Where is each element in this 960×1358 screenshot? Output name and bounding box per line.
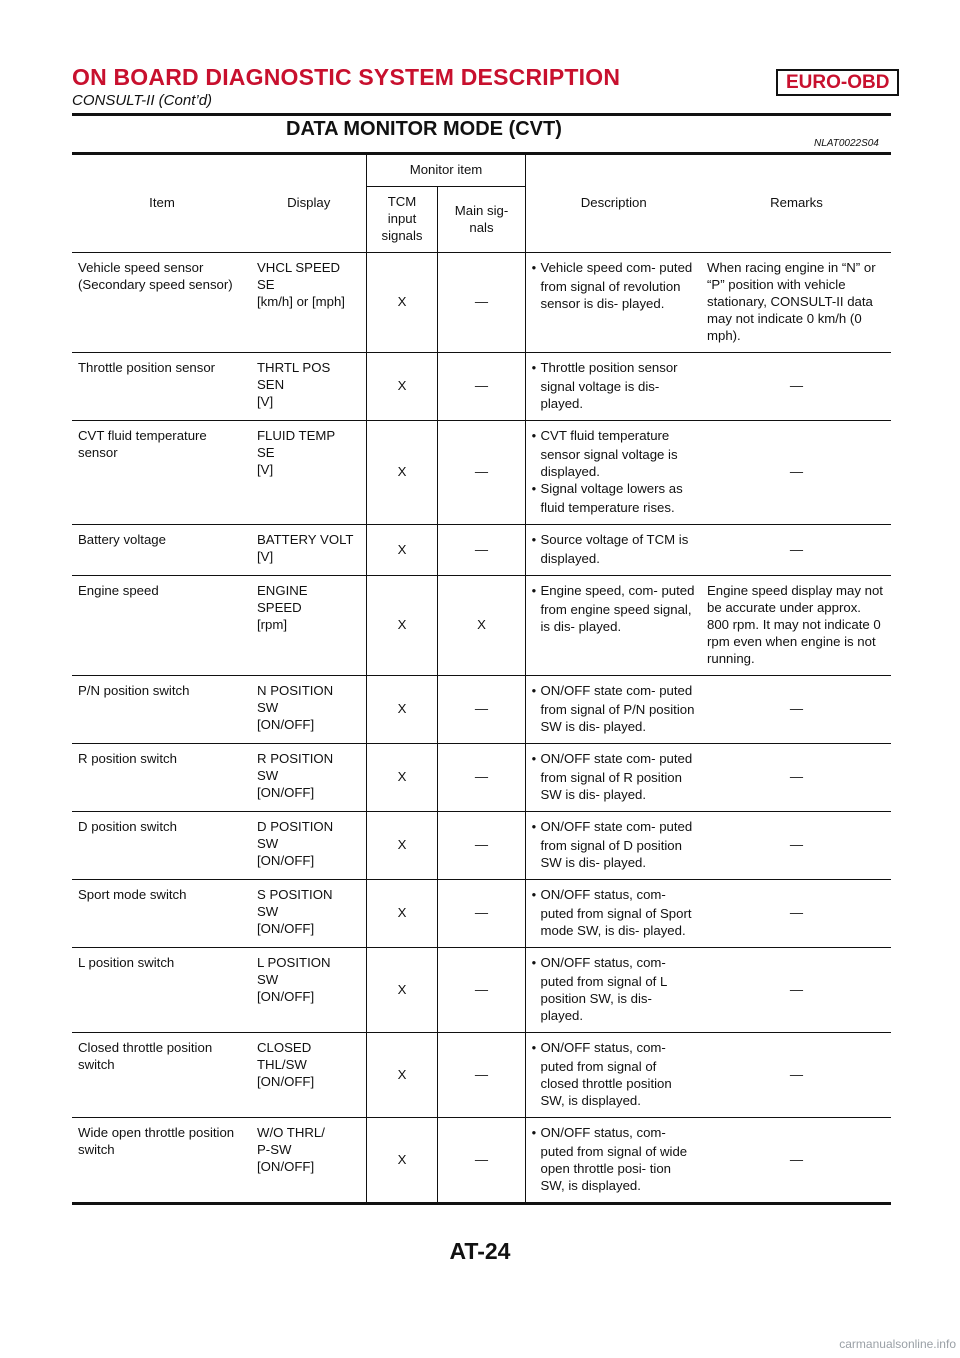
item-text: Closed throttle position: [78, 1040, 213, 1055]
display-cell: [251, 744, 366, 812]
remarks-cell: —: [789, 837, 804, 852]
description-cell: [525, 421, 701, 525]
remarks-cell: —: [789, 905, 804, 920]
display-text: SE: [257, 277, 275, 292]
header-monitor-item: Monitor item: [366, 154, 525, 187]
watermark: carmanualsonline.info: [839, 1337, 956, 1351]
description-cell: [525, 576, 701, 676]
main-signal-cell: —: [437, 1033, 525, 1118]
display-text: [ON/OFF]: [257, 785, 315, 800]
item-text: Vehicle speed sensor: [78, 260, 204, 275]
tcm-input-cell: X: [366, 576, 437, 676]
display-text: CLOSED: [257, 1040, 312, 1055]
header-tcm-input-signals: TCM input signals: [366, 187, 437, 253]
item-text: Engine speed: [78, 583, 159, 598]
display-text: D POSITION: [257, 819, 334, 834]
item-text: sensor: [78, 445, 118, 460]
item-cell: [72, 576, 251, 676]
header-display: Display: [287, 195, 331, 210]
item-text: (Secondary speed sensor): [78, 277, 233, 292]
item-text: CVT fluid temperature: [78, 428, 207, 443]
description-bullet: ● ON/OFF state com- puted from signal of P/N position SW is dis- played.: [532, 682, 697, 735]
description-bullet: ● ON/OFF status, com- puted from signal of wide open throttle posi- tion SW, is displayed.: [532, 1124, 697, 1194]
remarks-cell: —: [789, 1151, 804, 1167]
item-text: Throttle position sensor: [78, 360, 216, 375]
display-text: VHCL SPEED: [257, 260, 341, 275]
display-text: SE: [257, 445, 275, 460]
display-cell: [251, 421, 366, 525]
table-row: [72, 676, 891, 744]
display-text: [V]: [257, 394, 274, 409]
display-text: THL/SW: [257, 1057, 307, 1072]
display-text: W/O THRL/: [257, 1125, 325, 1140]
header-description: Description: [525, 154, 701, 253]
display-text: SW: [257, 904, 279, 919]
item-cell: [72, 1118, 251, 1204]
item-cell: [72, 353, 251, 421]
tcm-input-cell: X: [366, 744, 437, 812]
item-cell: [72, 744, 251, 812]
tcm-input-cell: X: [366, 253, 437, 353]
page-header-title: ON BOARD DIAGNOSTIC SYSTEM DESCRIPTION: [72, 64, 621, 90]
description-bullet: ● Signal voltage lowers as fluid temperature rises.: [532, 480, 697, 516]
item-cell: [72, 253, 251, 353]
display-text: [km/h] or [mph]: [257, 294, 345, 309]
header-item: Item: [149, 195, 175, 210]
table-row: [72, 421, 891, 525]
table-row: [72, 576, 891, 676]
remarks-cell: Engine speed display may not be accurate under approx. 800 rpm. It may not indicate 0 rpm even when engine is not running.: [707, 583, 883, 666]
remarks-cell: —: [789, 701, 804, 716]
table-row: [72, 253, 891, 353]
item-cell: [72, 812, 251, 880]
tcm-input-cell: X: [366, 880, 437, 948]
remarks-cell: —: [789, 378, 804, 393]
display-text: SW: [257, 972, 279, 987]
item-cell: [72, 1033, 251, 1118]
description-cell: [525, 880, 701, 948]
tcm-input-cell: X: [366, 948, 437, 1033]
euro-obd-badge: EURO-OBD: [776, 69, 899, 96]
display-text: THRTL POS: [257, 360, 331, 375]
remarks-cell: —: [789, 464, 804, 479]
display-cell: [251, 676, 366, 744]
table-row: [72, 1118, 891, 1204]
item-text: Sport mode switch: [78, 887, 187, 902]
table-row: [72, 744, 891, 812]
main-signal-cell: —: [437, 525, 525, 576]
main-signal-cell: —: [437, 948, 525, 1033]
description-bullet: ● ON/OFF state com- puted from signal of D position SW is dis- played.: [532, 818, 697, 871]
item-text: P/N position switch: [78, 683, 190, 698]
main-signal-cell: —: [437, 676, 525, 744]
display-text: [ON/OFF]: [257, 989, 315, 1004]
display-cell: [251, 812, 366, 880]
section-code: NLAT0022S04: [814, 138, 879, 149]
display-cell: [251, 1118, 366, 1204]
display-text: BATTERY VOLT: [257, 532, 354, 547]
main-signal-cell: —: [437, 880, 525, 948]
description-bullet: ● Engine speed, com- puted from engine speed signal, is dis- played.: [532, 582, 697, 635]
display-text: N POSITION: [257, 683, 334, 698]
display-text: FLUID TEMP: [257, 428, 336, 443]
description-bullet: ● ON/OFF status, com- puted from signal of L position SW, is dis- played.: [532, 954, 697, 1024]
display-text: R POSITION: [257, 751, 334, 766]
table-row: [72, 1033, 891, 1118]
description-cell: [525, 353, 701, 421]
display-text: [ON/OFF]: [257, 921, 315, 936]
display-cell: [251, 1033, 366, 1118]
description-cell: [525, 744, 701, 812]
display-text: [V]: [257, 549, 274, 564]
tcm-input-cell: X: [366, 676, 437, 744]
display-cell: [251, 353, 366, 421]
description-bullet: ● ON/OFF status, com- puted from signal of closed throttle position SW, is displayed.: [532, 1039, 697, 1109]
item-cell: [72, 525, 251, 576]
item-text: switch: [78, 1142, 115, 1157]
display-cell: [251, 576, 366, 676]
table-row: [72, 353, 891, 421]
table-row: [72, 880, 891, 948]
description-cell: [525, 525, 701, 576]
description-bullet: ● Vehicle speed com- puted from signal of revolution sensor is dis- played.: [532, 259, 697, 312]
item-cell: [72, 676, 251, 744]
tcm-input-cell: X: [366, 525, 437, 576]
data-monitor-table: [72, 152, 891, 1205]
section-title: DATA MONITOR MODE (CVT): [286, 118, 562, 140]
display-text: SW: [257, 700, 279, 715]
item-text: Wide open throttle position: [78, 1125, 235, 1140]
display-text: S POSITION: [257, 887, 333, 902]
remarks-cell: When racing engine in “N” or “P” position with vehicle stationary, CONSULT-II data may not indicate 0 km/h (0 mph).: [707, 260, 876, 343]
item-text: Battery voltage: [78, 532, 166, 547]
remarks-cell: —: [789, 981, 804, 997]
page-header-subtitle: CONSULT-II (Cont’d): [72, 92, 213, 109]
display-text: L POSITION: [257, 955, 331, 970]
description-bullet: ● CVT fluid temperature sensor signal voltage is displayed.: [532, 427, 697, 480]
description-cell: [525, 812, 701, 880]
item-cell: [72, 421, 251, 525]
header-remarks: Remarks: [770, 195, 823, 210]
tcm-input-cell: X: [366, 1118, 437, 1204]
display-text: [ON/OFF]: [257, 717, 315, 732]
remarks-cell: —: [789, 541, 804, 557]
tcm-input-cell: X: [366, 812, 437, 880]
display-text: [V]: [257, 462, 274, 477]
display-cell: [251, 253, 366, 353]
description-cell: [525, 1033, 701, 1118]
tcm-input-cell: X: [366, 353, 437, 421]
display-cell: [251, 525, 366, 576]
description-cell: [525, 253, 701, 353]
description-cell: [525, 1118, 701, 1204]
main-signal-cell: X: [437, 576, 525, 676]
main-signal-cell: —: [437, 253, 525, 353]
display-text: SPEED: [257, 600, 302, 615]
main-signal-cell: —: [437, 812, 525, 880]
description-cell: [525, 676, 701, 744]
description-bullet: ● Source voltage of TCM is displayed.: [532, 531, 697, 567]
display-text: [ON/OFF]: [257, 1074, 315, 1089]
item-text: L position switch: [78, 955, 175, 970]
display-text: [ON/OFF]: [257, 1159, 315, 1174]
description-bullet: ● ON/OFF status, com- puted from signal of Sport mode SW, is dis- played.: [532, 886, 697, 939]
table-row: [72, 525, 891, 576]
tcm-input-cell: X: [366, 1033, 437, 1118]
description-cell: [525, 948, 701, 1033]
item-text: R position switch: [78, 751, 177, 766]
main-signal-cell: —: [437, 1118, 525, 1204]
remarks-cell: —: [789, 1066, 804, 1082]
item-cell: [72, 948, 251, 1033]
table-row: [72, 948, 891, 1033]
display-cell: [251, 880, 366, 948]
display-text: SEN: [257, 377, 285, 392]
page-number: AT-24: [449, 1238, 511, 1264]
main-signal-cell: —: [437, 744, 525, 812]
main-signal-cell: —: [437, 421, 525, 525]
header-divider: [72, 113, 891, 116]
table-row: [72, 812, 891, 880]
item-cell: [72, 880, 251, 948]
display-text: P-SW: [257, 1142, 292, 1157]
tcm-input-cell: X: [366, 421, 437, 525]
header-main-signals: Main sig- nals: [437, 187, 525, 253]
display-text: SW: [257, 768, 279, 783]
item-text: D position switch: [78, 819, 177, 834]
display-text: [rpm]: [257, 617, 288, 632]
display-text: SW: [257, 836, 279, 851]
item-text: switch: [78, 1057, 115, 1072]
description-bullet: ● ON/OFF state com- puted from signal of R position SW is dis- played.: [532, 750, 697, 803]
display-cell: [251, 948, 366, 1033]
main-signal-cell: —: [437, 353, 525, 421]
display-text: ENGINE: [257, 583, 308, 598]
description-bullet: ● Throttle position sensor signal voltage is dis- played.: [532, 359, 697, 412]
remarks-cell: —: [789, 769, 804, 784]
display-text: [ON/OFF]: [257, 853, 315, 868]
